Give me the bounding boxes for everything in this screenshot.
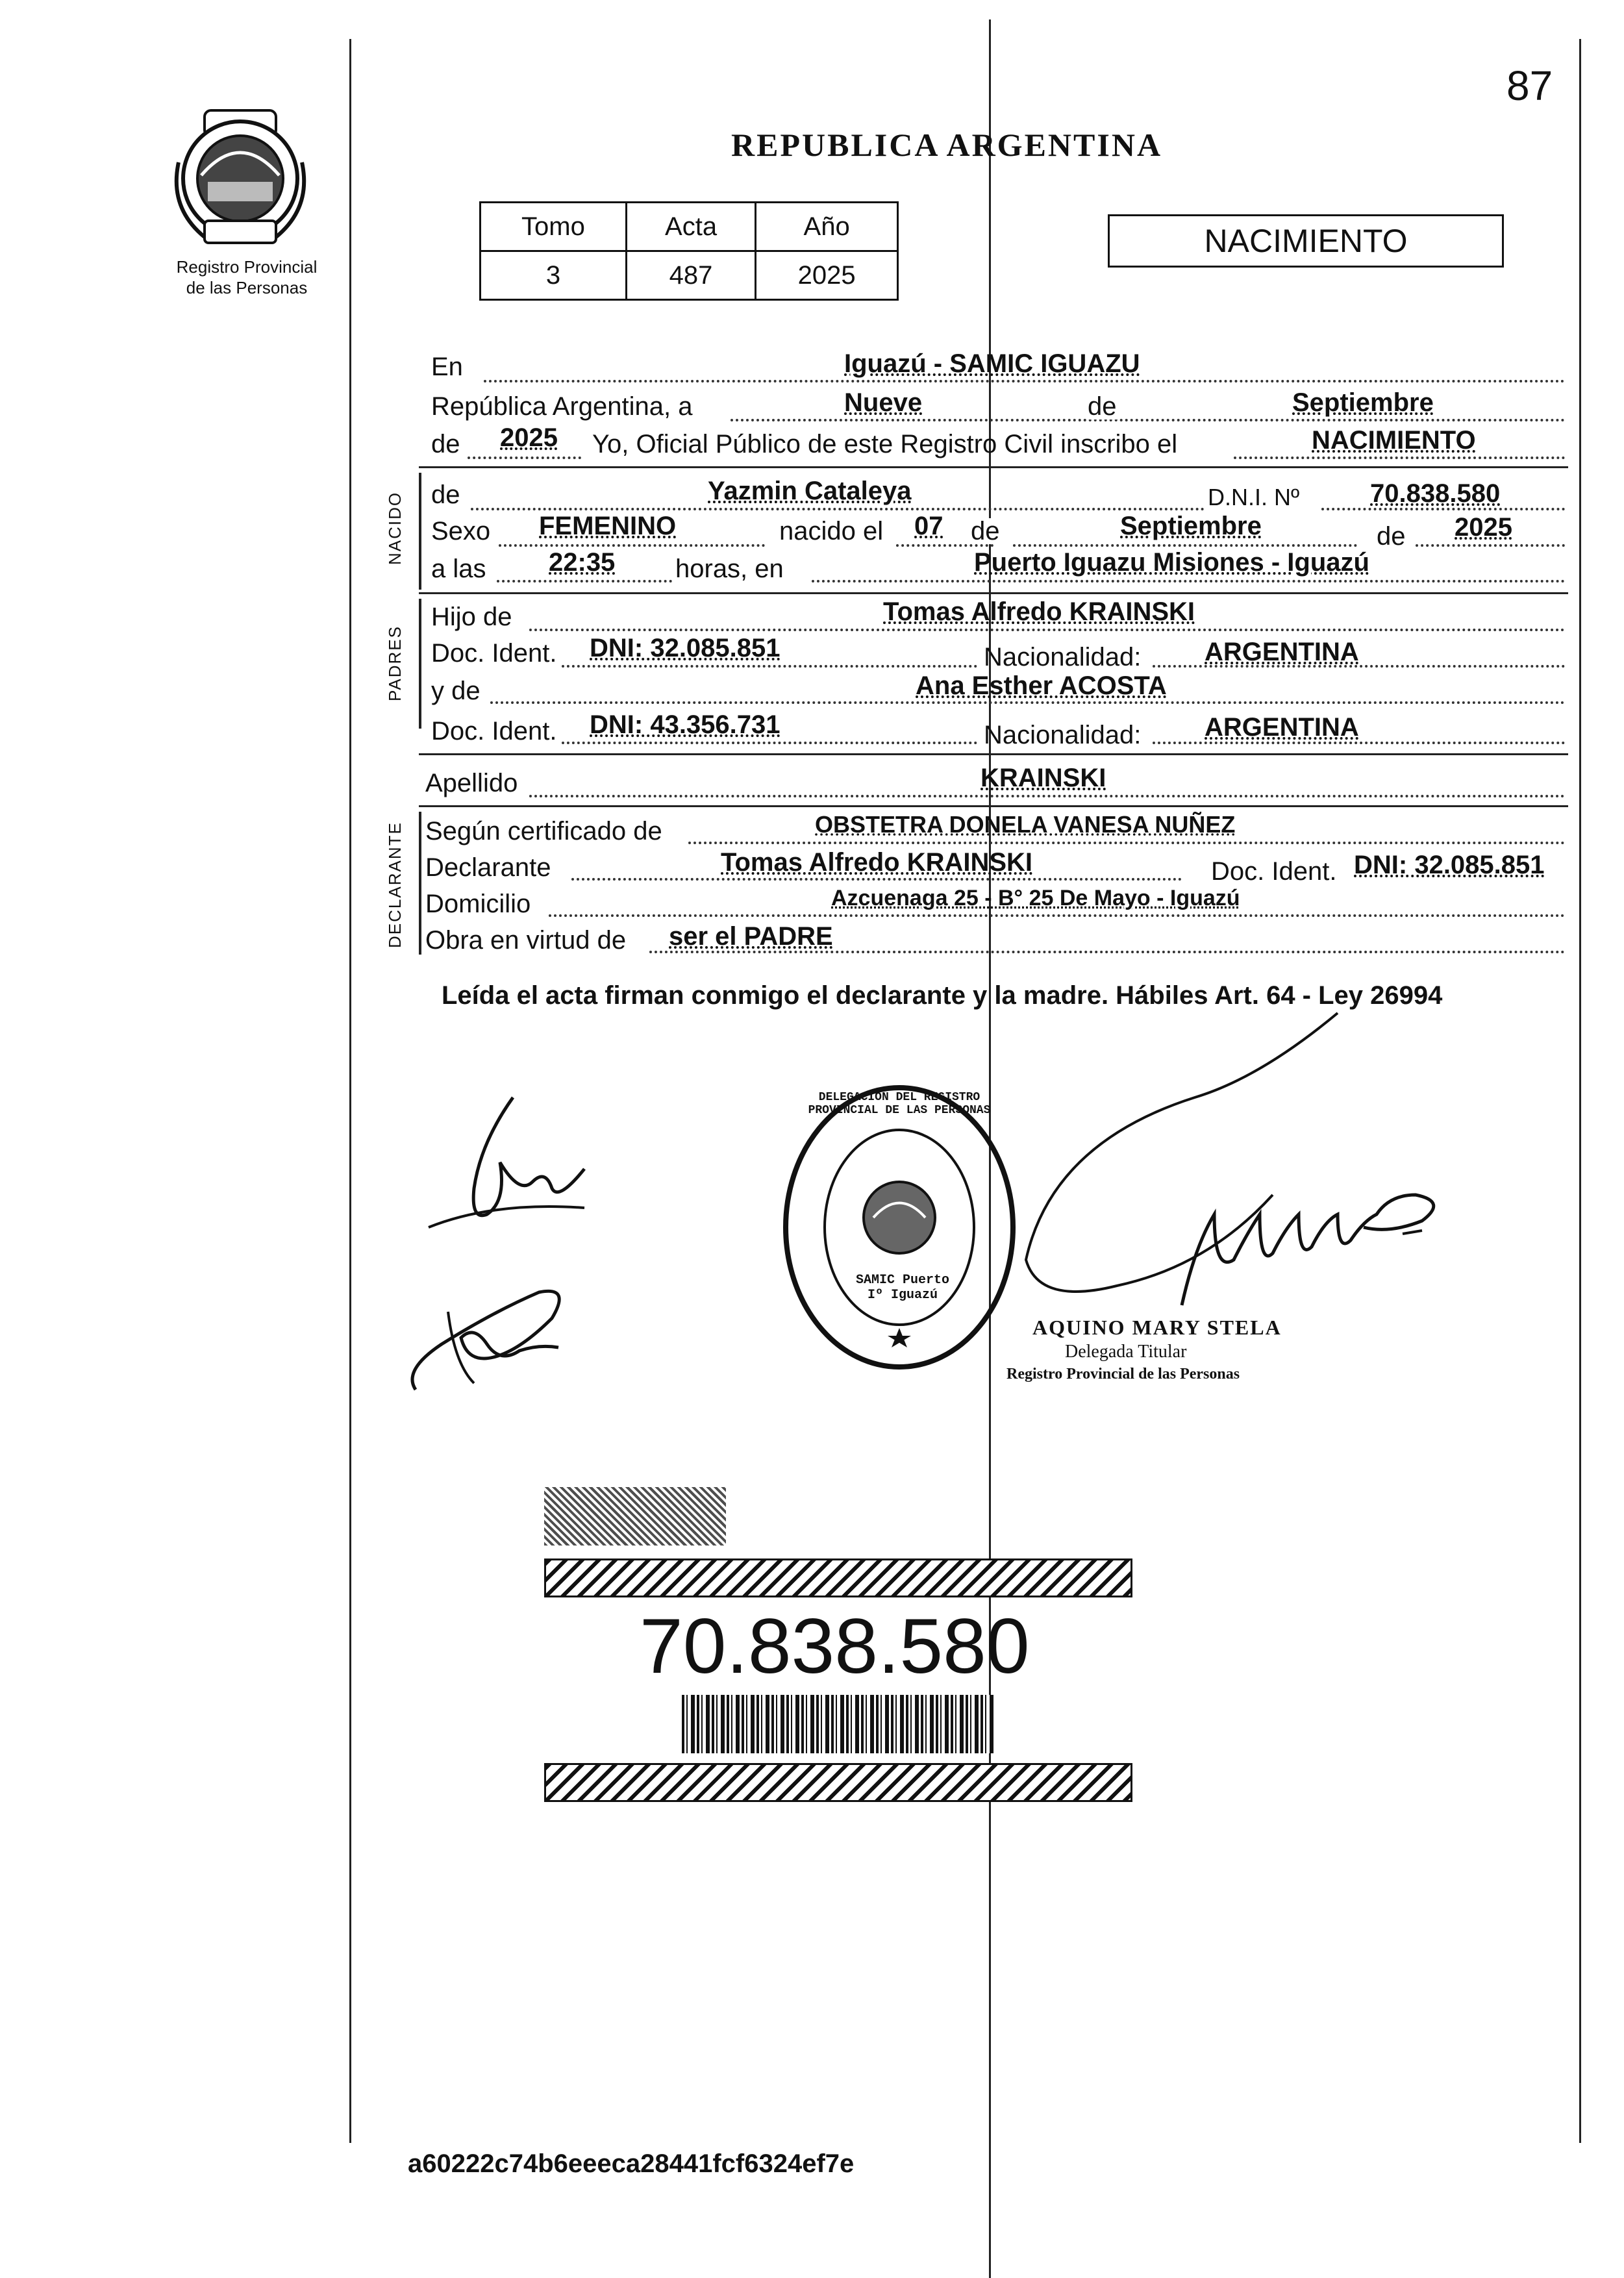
barcode-icon — [682, 1695, 993, 1753]
year-value: 2025 — [500, 423, 558, 452]
en-label: En — [431, 353, 463, 381]
seal-inner-text: SAMIC Puerto Iº Iguazú — [855, 1273, 950, 1303]
seal-outer-text: DELEGACION DEL REGISTRO PROVINCIAL DE LAS PERSONAS — [808, 1091, 991, 1117]
hijo-label: Hijo de — [431, 603, 512, 631]
record-value-tomo: 3 — [481, 251, 627, 300]
nacido-name: Yazmin Cataleya — [708, 477, 912, 505]
province-crest-icon — [166, 104, 315, 253]
father-doc-label: Doc. Ident. — [431, 639, 557, 668]
logo-caption-2: de las Personas — [186, 278, 308, 297]
declarante-doc-label: Doc. Ident. — [1211, 857, 1337, 886]
document-hash: a60222c74b6eeeca28441fcf6324ef7e — [408, 2149, 855, 2178]
domicilio-value: Azcuenaga 25 - B° 25 De Mayo - Iguazú — [831, 886, 1240, 910]
record-header-ano: Año — [756, 203, 898, 251]
record-header-acta: Acta — [626, 203, 755, 251]
doc-type-label: NACIMIENTO — [1204, 223, 1408, 259]
left-margin-line — [349, 39, 351, 2143]
security-band-bottom — [544, 1763, 1132, 1802]
stamp-role: Delegada Titular — [1065, 1342, 1187, 1362]
registrar-signature-icon — [1000, 1000, 1493, 1364]
mother-nationality: ARGENTINA — [1205, 713, 1359, 742]
record-header-tomo: Tomo — [481, 203, 627, 251]
yde-label: y de — [431, 677, 481, 705]
birth-place: Puerto Iguazu Misiones - Iguazú — [974, 548, 1369, 577]
obra-label: Obra en virtud de — [425, 926, 627, 955]
alas-label: a las — [431, 555, 486, 583]
seal-emblem-icon — [776, 1078, 1023, 1377]
record-table — [479, 201, 899, 301]
dni-label: D.N.I. Nº — [1208, 484, 1300, 510]
stamp-office: Registro Provincial de las Personas — [1006, 1366, 1240, 1383]
nacido-dni: 70.838.580 — [1370, 479, 1501, 508]
logo-caption-1: Registro Provincial — [176, 257, 318, 277]
declarante-value: Tomas Alfredo KRAINSKI — [721, 848, 1033, 877]
domicilio-label: Domicilio — [425, 890, 531, 918]
inscribe-value: NACIMIENTO — [1312, 426, 1476, 455]
birth-time: 22:35 — [549, 548, 616, 577]
mother-doc-label: Doc. Ident. — [431, 717, 557, 745]
cert-value: OBSTETRA DONELA VANESA NUÑEZ — [815, 811, 1236, 838]
birth-year: 2025 — [1455, 513, 1512, 542]
mother-name: Ana Esther ACOSTA — [916, 671, 1167, 700]
apellido-value: KRAINSKI — [981, 764, 1106, 792]
right-margin-line — [1579, 39, 1581, 2143]
stamp-name: AQUINO MARY STELA — [1032, 1316, 1282, 1339]
official-seal — [776, 1078, 1023, 1377]
obra-value: ser el PADRE — [669, 922, 833, 951]
father-doc: DNI: 32.085.851 — [590, 634, 781, 662]
father-name: Tomas Alfredo KRAINSKI — [883, 597, 1195, 626]
en-value: Iguazú - SAMIC IGUAZU — [844, 349, 1140, 378]
record-value-ano: 2025 — [756, 251, 898, 300]
mother-doc: DNI: 43.356.731 — [590, 710, 781, 739]
security-hologram — [544, 1487, 726, 1546]
father-nationality: ARGENTINA — [1205, 638, 1359, 666]
nacido-de2-label: de — [971, 517, 1000, 545]
father-signature-icon — [416, 1091, 604, 1253]
declarante-doc: DNI: 32.085.851 — [1354, 851, 1545, 879]
birth-day: 07 — [914, 512, 943, 540]
sexo-value: FEMENINO — [539, 512, 677, 540]
apellido-label: Apellido — [425, 769, 518, 797]
barcode-number: 70.838.580 — [640, 1603, 1030, 1690]
document-title: REPUBLICA ARGENTINA — [731, 127, 1163, 163]
closing-text: Leída el acta firman conmigo el declarante y la madre. Hábiles Art. 64 - Ley 26994 — [442, 981, 1443, 1010]
padres-section-label: PADRES — [385, 625, 405, 701]
mother-nat-label: Nacionalidad: — [984, 721, 1142, 749]
horas-label: horas, en — [675, 555, 784, 583]
nacido-de3-label: de — [1377, 522, 1406, 551]
record-value-acta: 487 — [626, 251, 755, 300]
birth-month: Septiembre — [1120, 512, 1262, 540]
de2-label: de — [431, 430, 460, 458]
page-number: 87 — [1506, 62, 1553, 109]
sexo-label: Sexo — [431, 517, 491, 545]
nacido-section-label: NACIDO — [385, 491, 405, 565]
republica-label: República Argentina, a — [431, 392, 693, 421]
nacido-el-label: nacido el — [779, 517, 884, 545]
nacido-de-label: de — [431, 481, 460, 509]
mother-signature-icon — [390, 1273, 584, 1403]
cert-label: Según certificado de — [425, 817, 662, 845]
declarante-label: Declarante — [425, 853, 551, 882]
day-value: Nueve — [844, 388, 923, 417]
province-logo — [166, 104, 315, 253]
security-band-top — [544, 1558, 1132, 1597]
declarante-section-label: DECLARANTE — [385, 821, 405, 948]
month-value: Septiembre — [1292, 388, 1434, 417]
doc-type-box — [1108, 214, 1504, 268]
oficial-text: Yo, Oficial Público de este Registro Civil inscribo el — [592, 430, 1178, 458]
father-nat-label: Nacionalidad: — [984, 643, 1142, 671]
de-label: de — [1088, 392, 1117, 421]
